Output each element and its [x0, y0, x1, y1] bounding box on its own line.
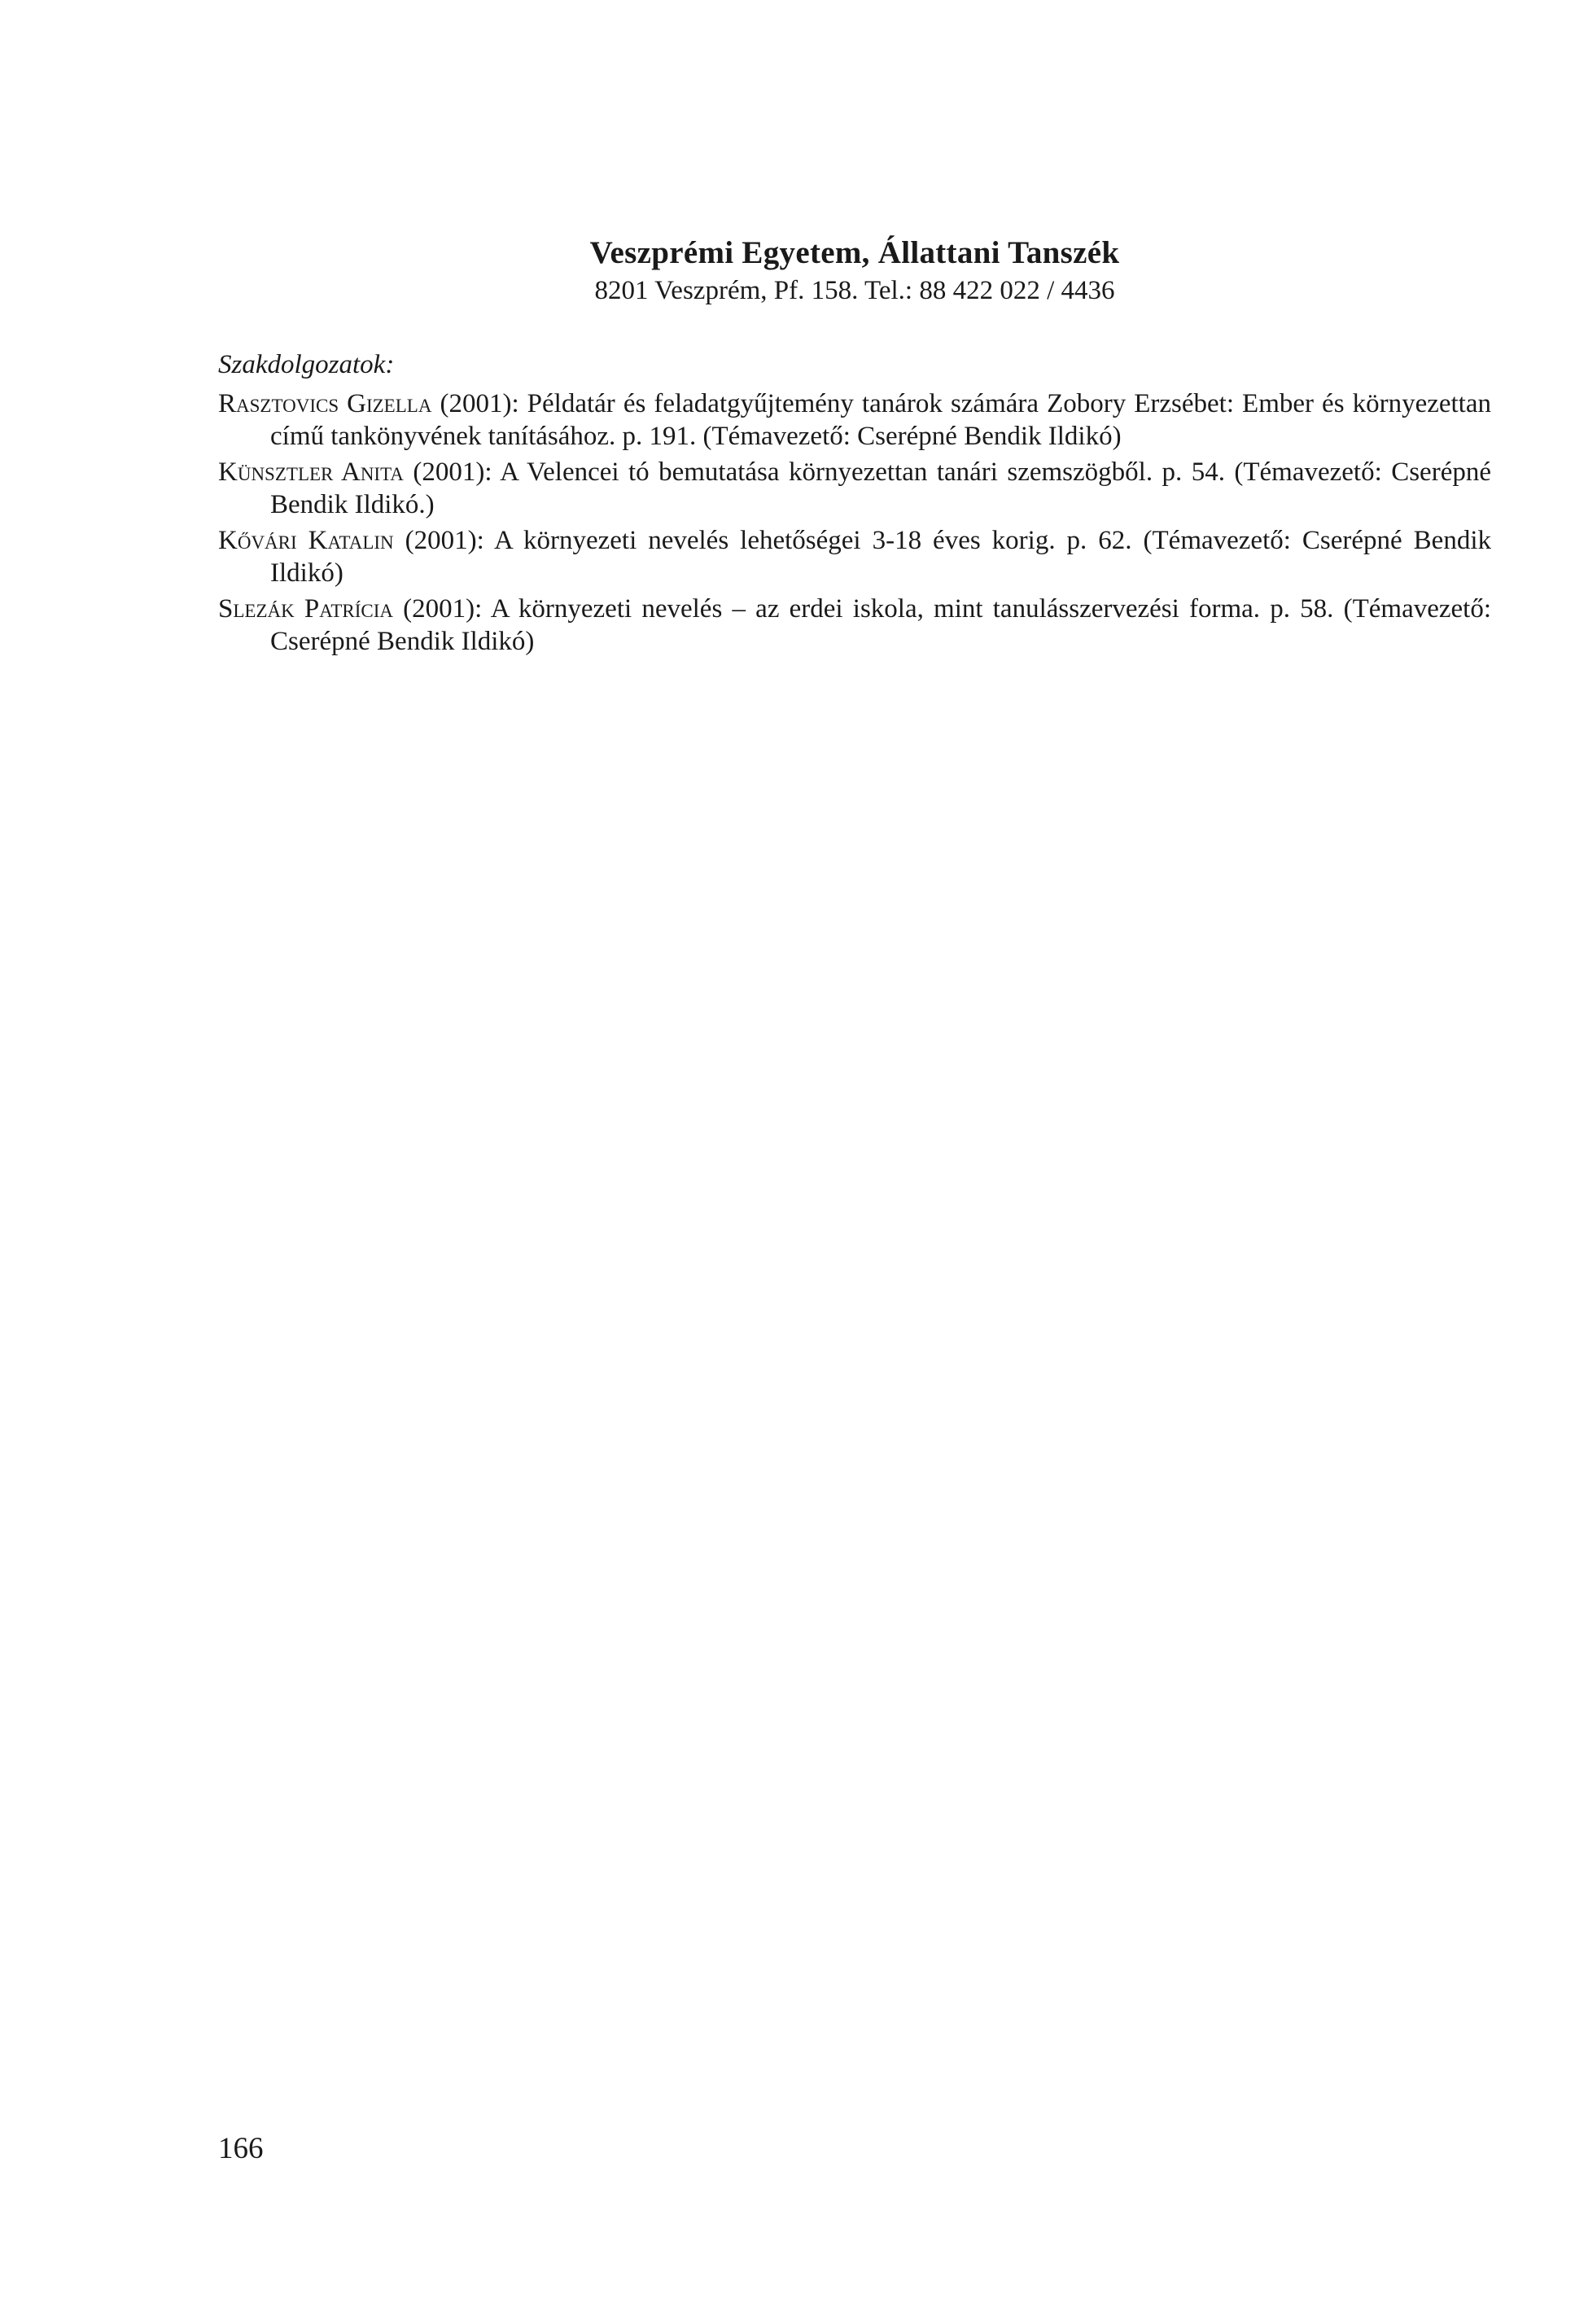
institution-address: 8201 Veszprém, Pf. 158. Tel.: 88 422 022 / 4436: [594, 276, 1115, 305]
entry-author: Kővári Katalin: [218, 526, 394, 555]
institution-header: [218, 234, 1491, 308]
entry-text: (2001): A Velencei tó bemutatása környezettan tanári szemszögből. p. 54. (Témavezető: Cserépné Bendik Ildikó.): [270, 457, 1491, 519]
theses-section: [218, 348, 1491, 661]
entry-author: Rasztovics Gizella: [218, 389, 432, 418]
thesis-entry-slezak: [218, 593, 1491, 658]
entry-author: Slezák Patrícia: [218, 594, 393, 624]
thesis-entry-rasztovics: [218, 387, 1491, 453]
thesis-entry-kovari: [218, 524, 1491, 589]
thesis-entry-kunsztler: [218, 456, 1491, 521]
page-number: 166: [218, 2132, 264, 2165]
institution-title: Veszprémi Egyetem, Állattani Tanszék: [589, 235, 1120, 270]
entry-author: Künsztler Anita: [218, 457, 404, 487]
entry-text: (2001): Példatár és feladatgyűjtemény tanárok számára Zobory Erzsébet: Ember és környezettan című tankönyvének tanításához. p. 191. (Témavezető: Cserépné Bendik Ildikó): [270, 389, 1491, 451]
entry-text: (2001): A környezeti nevelés lehetőségei 3-18 éves korig. p. 62. (Témavezető: Cserépné Bendik Ildikó): [270, 526, 1491, 588]
entry-text: (2001): A környezeti nevelés – az erdei iskola, mint tanulásszervezési forma. p. 58. (Témavezető: Cserépné Bendik Ildikó): [270, 594, 1491, 656]
section-heading: Szakdolgozatok:: [218, 350, 395, 379]
